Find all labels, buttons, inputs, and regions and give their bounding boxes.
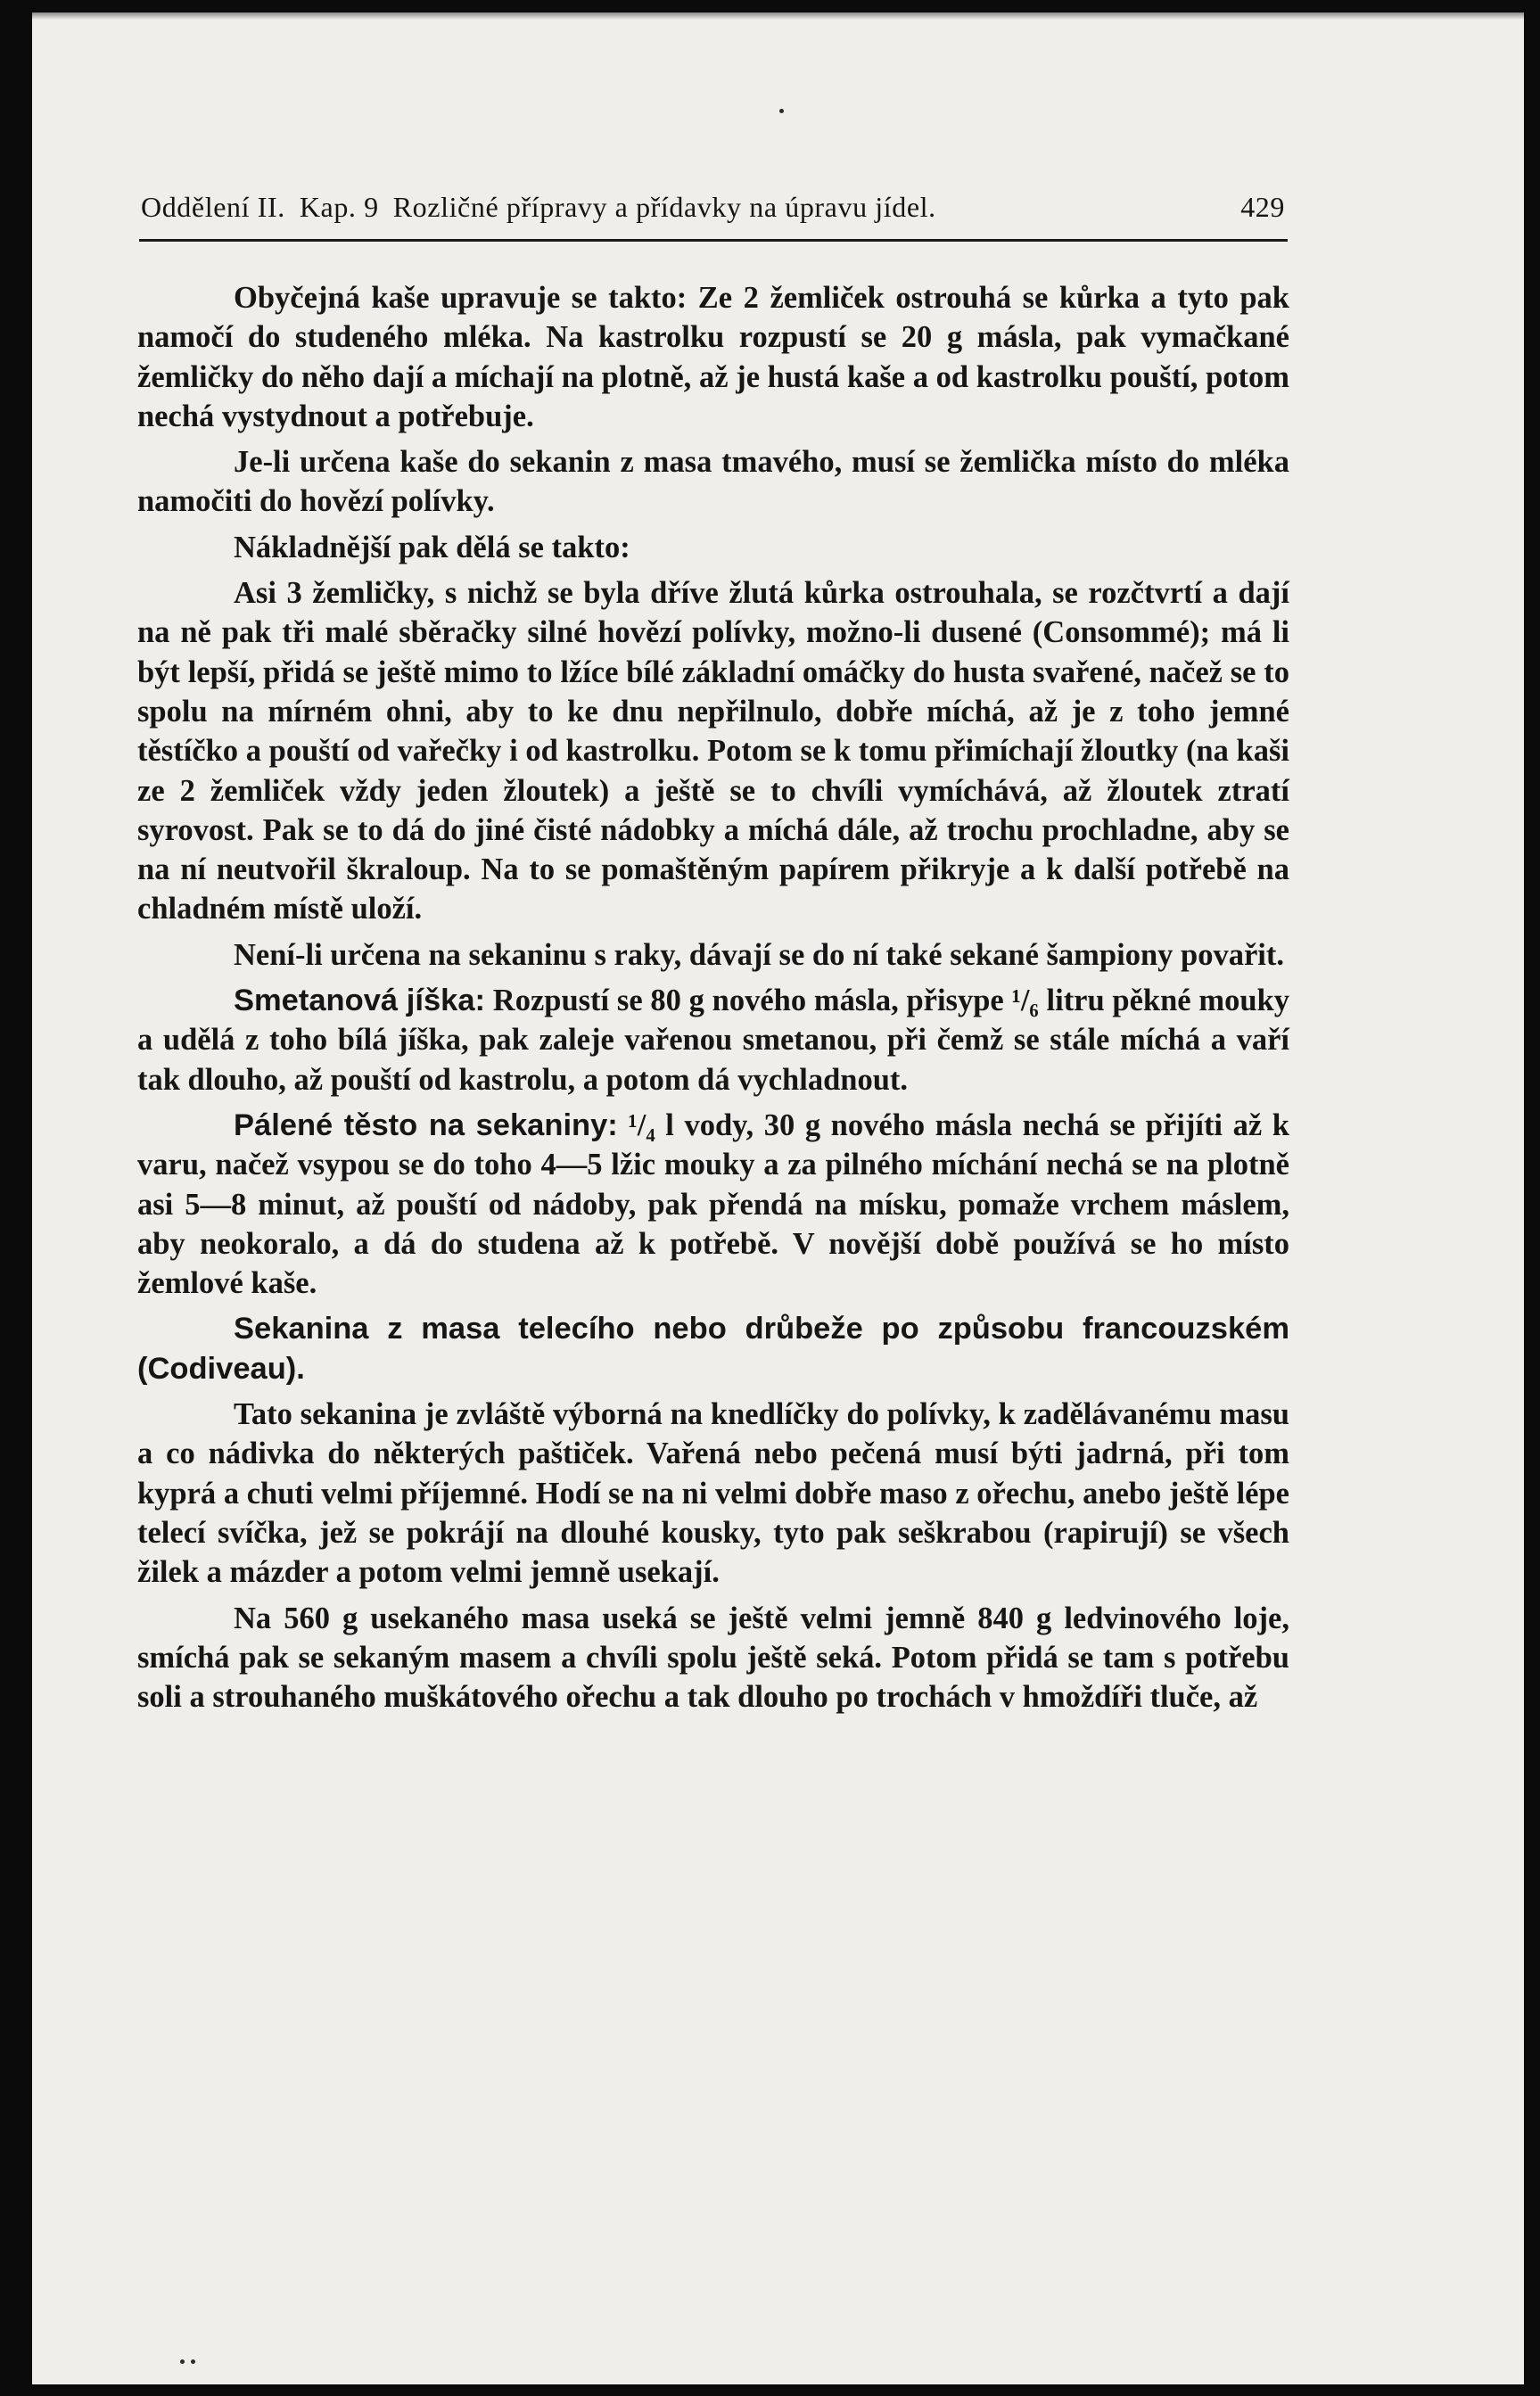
paragraph — [137, 278, 1289, 436]
page-top-edge — [32, 12, 1524, 20]
paragraph — [137, 1395, 1289, 1592]
body-text — [137, 278, 1289, 1723]
paper-speck — [779, 109, 784, 113]
header-title: Rozličné přípravy a přídavky na úpravu jídel. — [392, 191, 936, 223]
paper-speck — [191, 2359, 195, 2364]
header-section: Oddělení II. — [141, 191, 285, 223]
paragraph-text: Tato sekanina je zvláště výborná na knedlíčky do polívky, k zadělávanému masu a co nádivka do některých paštiček. Vařená nebo pečená musí býti jadrná, při tom kyprá a chuti velmi příjemné. Hodí se na ni velmi dobře maso z ořechu, anebo ještě lépe telecí svíčka, jež se pokrájí na dlouhé kousky, tyto pak seškrabou (rapirují) se všech žilek a mázder a potom velmi jemně usekají. — [137, 1397, 1289, 1590]
paragraph-text: ¹/₄ l vody, 30 g nového másla nechá se přijíti až k varu, načež vsypou se do toho 4—5 lžic mouky a za pilného míchání nechá se na plotně asi 5—8 minut, až pouští od nádoby, pak přendá na mísku, pomaže vrchem máslem, aby neokoralo, a dá do studena až k potřebě. V novější době používá se ho místo žemlové kaše. — [137, 1107, 1289, 1301]
paragraph — [137, 1106, 1289, 1303]
paragraph-text: Asi 3 žemličky, s nichž se byla dříve žlutá kůrka ostrouhala, se rozčtvrtí a dají na ně pak tři malé sběračky silné hovězí polívky, možno-li dusené (Consommé); má li být lepší, přidá se ještě mimo to lžíce bílé základní omáčky do husta svařené, načež se to spolu na mírném ohni, aby to ke dnu nepřilnulo, dobře míchá, až je z toho jemné těstíčko a pouští od vařečky i od kastrolku. Potom se k tomu přimíchají žloutky (na kaši ze 2 žemliček vždy jeden žloutek) a ještě se to chvíli vymíchává, až žloutek ztratí syrovost. Pak se to dá do jiné čisté nádobky a míchá dále, až trochu prochladne, aby se na ní neutvořil škraloup. Na to se pomaštěným papírem přikryje a k další potřebě na chladném místě uloží. — [137, 576, 1289, 926]
paragraph-text: Není-li určena na sekaninu s raky, dávají se do ní také sekané šampiony povařit. — [234, 937, 1284, 972]
paragraph-heading: Pálené těsto na sekaniny: — [234, 1107, 618, 1142]
paragraph — [137, 442, 1289, 522]
paragraph — [137, 981, 1289, 1099]
recipe-heading — [137, 1309, 1289, 1388]
paragraph-heading: Smetanová jíška: — [234, 984, 486, 1018]
paragraph — [137, 528, 1289, 567]
paragraph-text: Je-li určena kaše do sekanin z masa tmavého, musí se žemlička místo do mléka namočiti do hovězí polívky. — [137, 445, 1289, 519]
paper-speck — [180, 2359, 185, 2364]
paragraph-text: Na 560 g usekaného masa useká se ještě velmi jemně 840 g ledvinového loje, smíchá pak se sekaným masem a chvíli spolu ještě seká. Potom přidá se tam s potřebu soli a strouhaného muškátového ořechu a tak dlouho po trochách v hmoždíři tluče, až — [137, 1601, 1289, 1715]
paragraph-text: Nákladnější pak dělá se takto: — [234, 530, 630, 564]
header-chapter: Kap. 9 — [299, 191, 379, 223]
paragraph-heading: Sekanina z masa telecího nebo drůbeže po způsobu francouzském (Codiveau). — [137, 1312, 1289, 1386]
header-rule — [139, 239, 1288, 242]
paragraph — [137, 935, 1289, 975]
paragraph — [137, 1599, 1289, 1717]
page-number: 429 — [1240, 191, 1285, 223]
paragraph — [137, 573, 1289, 929]
book-page — [32, 12, 1524, 2384]
running-header — [141, 191, 1285, 224]
paragraph-text: Obyčejná kaše upravuje se takto: Ze 2 žemliček ostrouhá se kůrka a tyto pak namočí do studeného mléka. Na kastrolku rozpustí se 20 g másla, pak vymačkané žemličky do něho dají a míchají na plotně, až je hustá kaše a od kastrolku pouští, potom nechá vystydnout a potřebuje. — [137, 281, 1289, 433]
paragraph-text: Rozpustí se 80 g nového másla, přisype ¹/₆ litru pěkné mouky a udělá z toho bílá jíška, pak zaleje vařenou smetanou, při čemž se stále míchá a vaří tak dlouho, až pouští od kastrolu, a potom dá vychladnout. — [137, 984, 1289, 1097]
header-left — [141, 191, 936, 224]
